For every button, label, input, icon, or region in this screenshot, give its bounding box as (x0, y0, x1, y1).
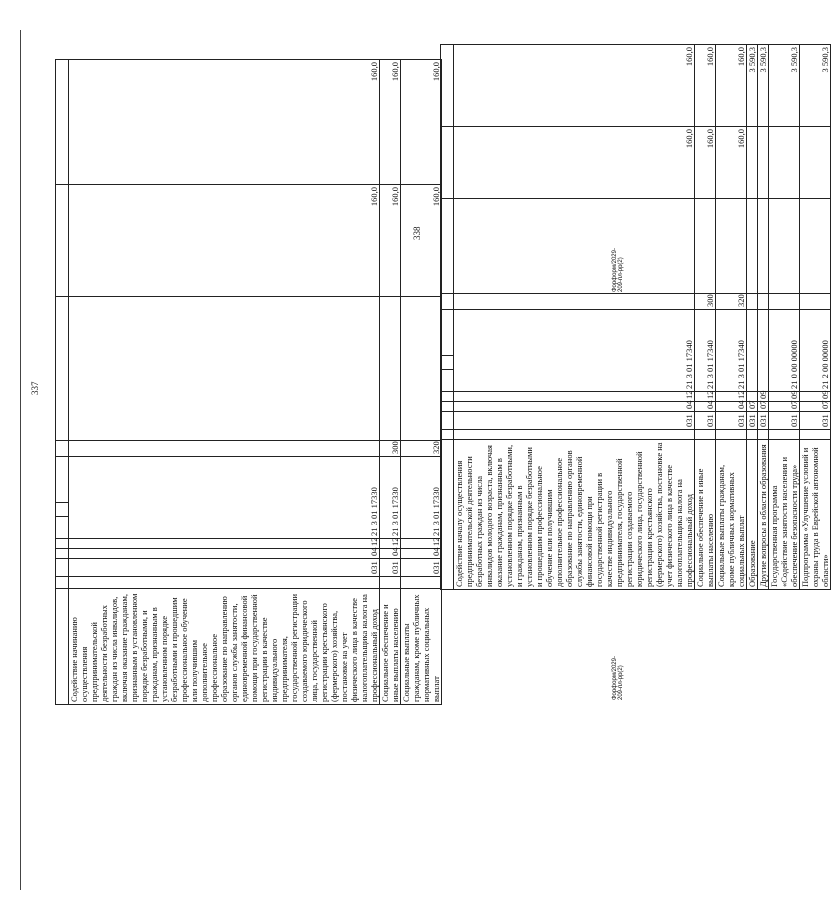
row-value-2: 160,0 (695, 45, 716, 127)
row-value-1 (758, 127, 769, 199)
left-page-number: 337 (30, 381, 40, 395)
row-ved: 031 (454, 412, 695, 430)
row-csr: 21 3 01 17330 (69, 457, 380, 539)
row-value-2: 3 590,3 (747, 45, 758, 127)
row-rz: 07 (747, 402, 758, 412)
row-value-2: 160,0 (454, 45, 695, 127)
row-vr: 300 (380, 441, 401, 457)
row-rz: 04 (69, 549, 380, 559)
row-csr (758, 310, 769, 392)
right-row-4 (758, 45, 769, 590)
row-pr: 12 (380, 539, 401, 549)
right-row-6 (800, 45, 831, 590)
row-name: Социальное обеспечение и иные выплаты населению (380, 589, 401, 705)
row-vr (769, 294, 800, 310)
binding-line (20, 30, 21, 890)
row-csr: 21 3 01 17330 (380, 457, 401, 539)
row-vr: 300 (695, 294, 716, 310)
row-csr: 21 0 00 00000 (769, 310, 800, 392)
row-rz: 07 (800, 402, 831, 412)
row-ved: 031 (800, 412, 831, 430)
right-spacer-row (441, 45, 454, 590)
row-value-1: 160,0 (454, 127, 695, 199)
row-pr: 12 (716, 392, 747, 402)
row-value-2: 160,0 (401, 60, 442, 185)
row-value-1: 160,0 (401, 185, 442, 297)
row-ved: 031 (769, 412, 800, 430)
row-csr: 21 2 00 00000 (800, 310, 831, 392)
row-value-1: 160,0 (69, 185, 380, 297)
row-vr (69, 441, 380, 457)
row-value-2: 160,0 (380, 60, 401, 185)
row-name: Социальные выплаты гражданам, кроме публичных нормативных социальных выплат (716, 440, 747, 590)
right-page-number: 338 (412, 226, 422, 240)
row-ved: 031 (716, 412, 747, 430)
row-value-2: 160,0 (716, 45, 747, 127)
row-value-2: 160,0 (69, 60, 380, 185)
row-pr: 12 (695, 392, 716, 402)
row-ved: 031 (380, 559, 401, 577)
right-page (440, 44, 831, 590)
row-name: Другие вопросы в области образования (758, 440, 769, 590)
row-pr: 12 (454, 392, 695, 402)
row-pr: 12 (69, 539, 380, 549)
row-ved: 031 (747, 412, 758, 430)
right-row-5 (769, 45, 800, 590)
row-csr (747, 310, 758, 392)
row-rz: 04 (695, 402, 716, 412)
left-spacer-row (56, 60, 69, 705)
row-vr (800, 294, 831, 310)
row-name: Образование (747, 440, 758, 590)
row-ved: 031 (695, 412, 716, 430)
row-vr: 320 (716, 294, 747, 310)
right-row-2 (716, 45, 747, 590)
row-csr: 21 3 01 17340 (716, 310, 747, 392)
row-value-2: 3 590,3 (758, 45, 769, 127)
row-vr (454, 294, 695, 310)
row-name: Содействие начинанию осуществления предпринимательской деятельности безработных граждан из числа инвалидов, включая оказание гражданам, признанным в установленном порядке безработными, и гражданам, признанным в установленном порядке безработными и прошедшим профессиональное обучение или получившим дополнительное профессиональное образование по направлению органов службы занятости, единовременной финансовой помощи при государственной регистрации в качестве индивидуального предпринимателя, государственной регистрации создаваемого юридического лица, государственной регистрации крестьянского (фермерского) хозяйства, постановке на учет физического лица в качестве налогоплательщика налога на профессиональный доход (69, 589, 380, 705)
row-rz: 04 (454, 402, 695, 412)
left-row-0 (69, 60, 380, 705)
left-page (55, 59, 442, 705)
row-ved: 031 (758, 412, 769, 430)
row-name: Социальное обеспечение и иные выплаты населению (695, 440, 716, 590)
row-value-1: 160,0 (695, 127, 716, 199)
left-budget-table (55, 59, 442, 705)
row-vr (747, 294, 758, 310)
row-vr: 320 (401, 441, 442, 457)
right-footer: Форформ/2029-209-пл-рр(2) (612, 248, 624, 292)
row-value-1 (747, 127, 758, 199)
row-value-2: 3 590,3 (769, 45, 800, 127)
row-pr: 09 (800, 392, 831, 402)
row-csr: 21 3 01 17340 (695, 310, 716, 392)
left-row-1 (380, 60, 401, 705)
row-csr: 21 3 01 17330 (401, 457, 442, 539)
left-footer: Форформ/2029-209-пл-рр(2) (612, 656, 624, 700)
row-csr: 21 3 01 17340 (454, 310, 695, 392)
row-name: Содействие началу осуществления предпринимательской деятельности безработных граждан из числа инвалидов молодого возраста, включая оказание гражданам, признанным в установленном порядке безработными, и гражданам, признанным в установленном порядке безработными и прошедшим профессиональное обучение или получившим дополнительное профессиональное образование по направлению органов службы занятости, единовременной финансовой помощи при государственной регистрации в качестве индивидуального предпринимателя, государственной регистрации создаваемого юридического лица, государственной регистрации крестьянского (фермерского) хозяйства, постановке на учет физического лица в качестве налогоплательщика налога на профессиональный доход (454, 440, 695, 590)
row-value-1 (800, 127, 831, 199)
row-value-1: 160,0 (380, 185, 401, 297)
row-vr (758, 294, 769, 310)
right-budget-table (440, 44, 831, 590)
row-value-2: 3 590,3 (800, 45, 831, 127)
row-value-1: 160,0 (716, 127, 747, 199)
row-pr: 09 (769, 392, 800, 402)
right-row-3 (747, 45, 758, 590)
right-row-1 (695, 45, 716, 590)
row-value-1 (769, 127, 800, 199)
row-name: Государственная программа «Содействие занятости населения и обеспечение безопасности труда» (769, 440, 800, 590)
row-rz: 07 (769, 402, 800, 412)
left-row-2 (401, 60, 442, 705)
row-pr: 12 (401, 539, 442, 549)
row-rz: 04 (401, 549, 442, 559)
row-name: Подпрограмма «Улучшение условий и охраны труда в Еврейской автономной области» (800, 440, 831, 590)
right-row-0 (454, 45, 695, 590)
row-ved: 031 (401, 559, 442, 577)
row-rz: 04 (716, 402, 747, 412)
row-rz: 04 (380, 549, 401, 559)
row-ved: 031 (69, 559, 380, 577)
row-rz: 07 (758, 402, 769, 412)
row-name: Социальные выплаты гражданам, кроме публичных нормативных социальных выплат (401, 589, 442, 705)
row-pr: 09 (758, 392, 769, 402)
